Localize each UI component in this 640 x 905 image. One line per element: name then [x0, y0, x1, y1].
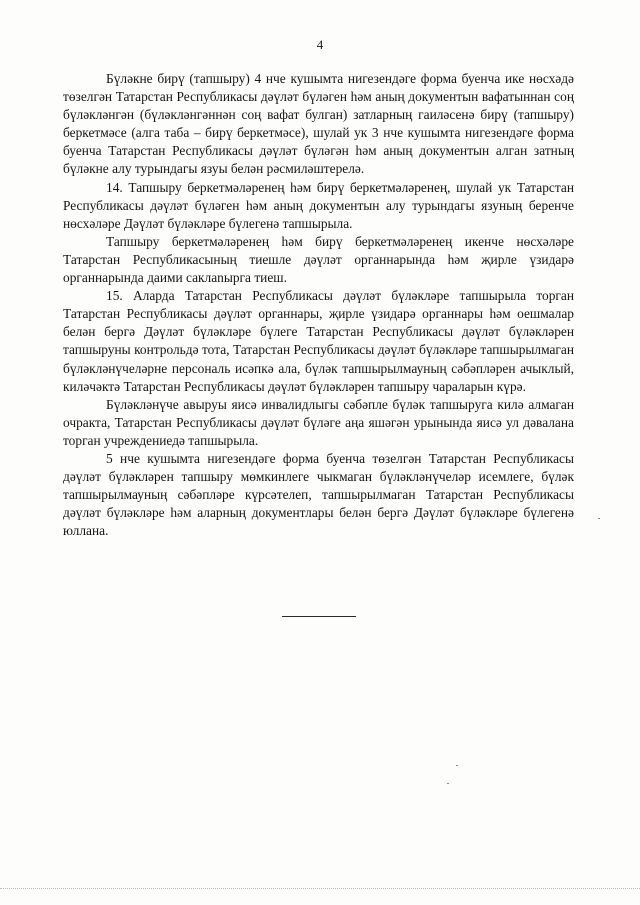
page-number: 4: [316, 37, 324, 52]
scan-artifact-speck: [447, 783, 449, 784]
scan-artifact-speck: [598, 518, 600, 519]
paragraph-15-control: 15. Аларда Татарстан Республикасы дәүләт бүләкләре тапшырыла торган Татарстан Республикасы дәүләт органнары, җирле үзидарә органнары һәм оешмалар белән бергә Дәүләт бүләкләре бүлеге Татарстан Республикасы дәүләт бүләкләрен тапшыруны контрольдә тота, Татарстан Республикасы дәүләт бүләкләре тапшырылмаган бүләкләнүчеләрне персональ исәпкә ала, бүләк тапшырылмауның сәбәпләрен ачыклый, киләчәктә Татарстан Республикасы дәүләт бүләкләрен тапшыру чараларын күрә.: [63, 288, 574, 394]
document-body: [63, 70, 574, 540]
paragraph-untransferred-list: 5 нче кушымта нигезендәге форма буенча төзелгән Татарстан Республикасы дәүләт бүләкләрен тапшыру мөмкинлеге чыкмаган бүләкләнүчеләр исемлеге, бүләк тапшырылмауның сәбәпләре күрсәтелеп, тапшырылмаган Татарстан Республикасы дәүләт бүләкләре һәм аларның документлары белән бергә Дәүләт бүләкләре бүлегенә юллана.: [63, 450, 574, 539]
paragraph-second-copies-storage: Тапшыру беркетмәләренең һәм бирү беркетмәләренең икенче нөсхәләре Татарстан Республикасының тиешле дәүләт органнарында һәм җирле үзидарә органнарында даими саклanырга тиеш.: [63, 233, 574, 286]
paragraph-award-handover-protocol: Бүләкне бирү (тапшыру) 4 нче кушымта нигезендәге форма буенча ике нөсхәдә төзелгән Татарстан Республикасы дәүләт бүләген һәм аның документын вафатыннан соң бүләкләнгән (бүләкләнгәннән соң вафат булган) затларның гаиләсенә бирү (тапшыру) беркетмәсе (алга таба – бирү беркетмәсе), шулай ук 3 нче кушымта нигезендәге форма буенча Татарстан Республикасы дәүләт бүләгән һәм аның документын алган затның бүләкне алу турындагы язуы белән рәсмиләштерелә.: [63, 71, 574, 177]
paragraph-illness-handover: Бүләкләнүче авыруы яисә инвалидлыгы сәбәпле бүләк тапшыруга килә алмаган очракта, Татарстан Республикасы дәүләт бүләге аңа яшәгән урынында яисә ул дәвалана торган учреждениедә тапшырыла.: [63, 396, 574, 448]
scan-bottom-edge: [0, 888, 640, 889]
paragraph-14-first-copies: 14. Тапшыру беркетмәләренең һәм бирү беркетмәләренең, шулай ук Татарстан Республикасы дәүләт бүләген һәм аның документын алу турындагы язуның беренче нөсхәләре Дәүләт бүләкләре бүлегенә тапшырыла.: [63, 179, 574, 231]
scan-artifact-speck: [456, 765, 458, 766]
closing-divider-line: [282, 616, 356, 617]
